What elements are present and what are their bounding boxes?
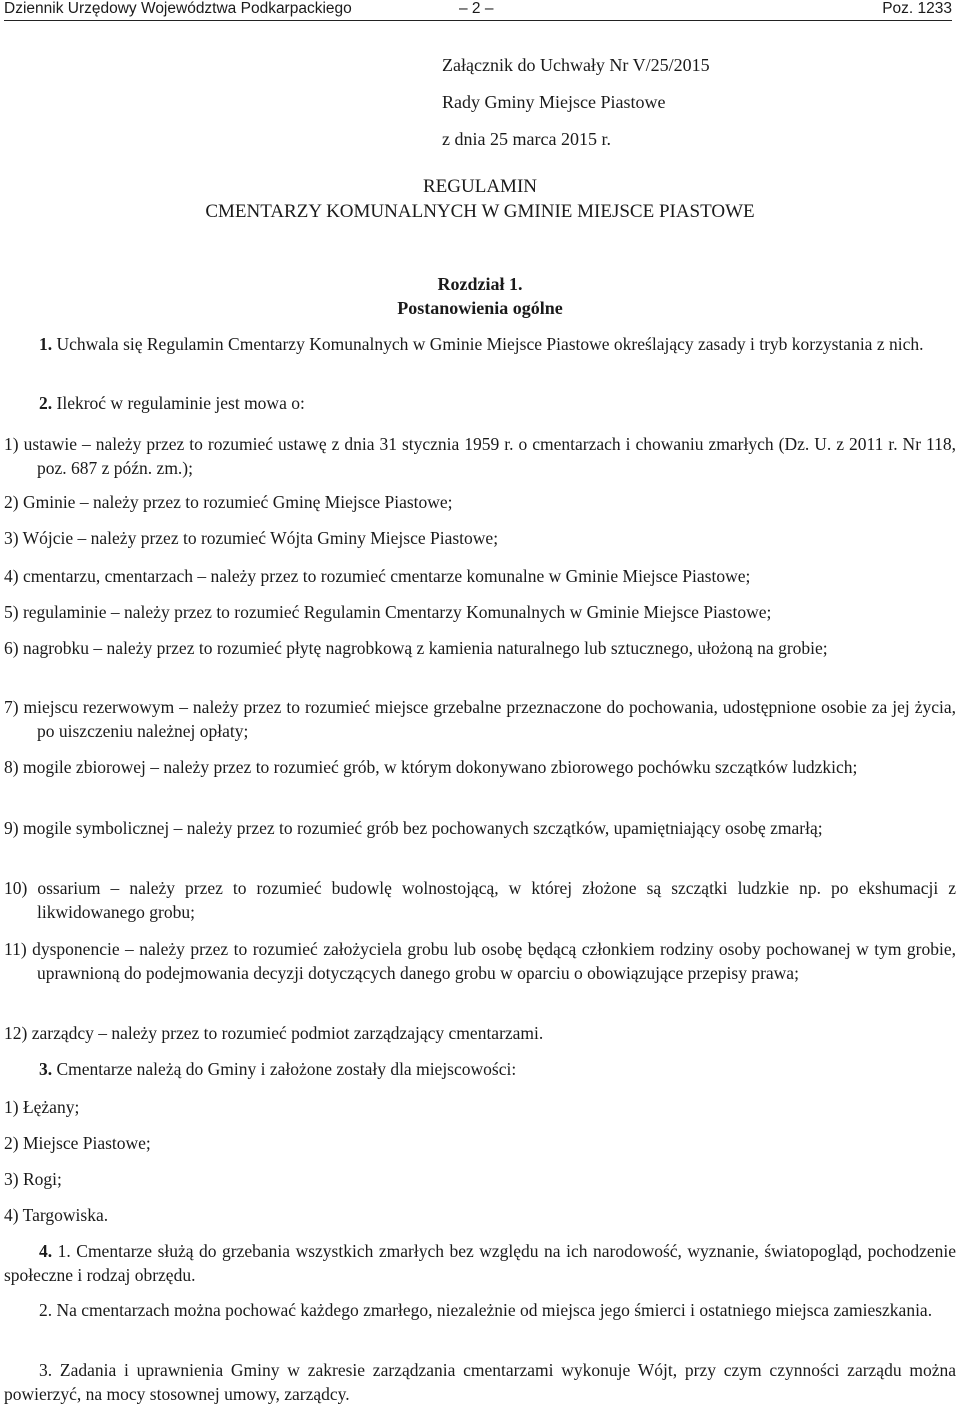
definition-item-5: 5) regulaminie – należy przez to rozumieć Regulamin Cmentarzy Komunalnych w Gminie Miejsce Piastowe; [4, 602, 772, 622]
definition-item-4: 4) cmentarzu, cmentarzach – należy przez to rozumieć cmentarze komunalne w Gminie Miejsce Piastowe; [4, 566, 751, 586]
definition-item-1: 1) ustawie – należy przez to rozumieć ustawę z dnia 31 stycznia 1959 r. o cmentarzach i chowaniu zmarłych (Dz. U. z 2011 r. Nr 118, poz. 687 z późn. zm.); [4, 434, 956, 478]
definition-item-9: 9) mogile symbolicznej – należy przez to rozumieć grób bez pochowanych szczątków, upamiętniający osobę zmarłą; [4, 818, 823, 838]
section-text: 1. Cmentarze służą do grzebania wszystkich zmarłych bez względu na ich narodowość, wyznanie, światopogląd, pochodzenie społeczne i rodzaj obrzędu. [4, 1241, 956, 1285]
section-2-intro [4, 391, 956, 415]
section-3-intro [4, 1057, 956, 1081]
page-header [4, 0, 952, 21]
definition-item-12: 12) zarządcy – należy przez to rozumieć podmiot zarządzający cmentarzami. [4, 1023, 544, 1043]
definition-item-11: 11) dysponencie – należy przez to rozumieć założyciela grobu lub osobę będącą członkiem rodziny osoby pochowanej w tym grobie, uprawnioną do podejmowania decyzji dotyczących danego grobu w oparciu o obowiązujące przepisy prawa; [4, 939, 956, 983]
definition-item-7: 7) miejscu rezerwowym – należy przez to rozumieć miejsce grzebalne przeznaczone do pochowania, udostępnione osobie za jej życia, po uiszczeniu należnej opłaty; [4, 697, 956, 741]
section-4-paragraph-3: 3. Zadania i uprawnienia Gminy w zakresie zarządzania cmentarzami wykonuje Wójt, przy czym czynności zarządu można powierzyć, na mocy stosownej umowy, zarządcy. [4, 1360, 956, 1404]
section-1 [4, 332, 956, 356]
location-item-2: 2) Miejsce Piastowe; [4, 1133, 151, 1153]
position-number: Poz. 1233 [882, 0, 952, 17]
section-4-paragraph-2: 2. Na cmentarzach można pochować każdego zmarłego, niezależnie od miejsca jego śmierci i ostatniego miejsca zamieszkania. [39, 1300, 933, 1320]
definition-item-2: 2) Gminie – należy przez to rozumieć Gminę Miejsce Piastowe; [4, 492, 453, 512]
annex-line-3: z dnia 25 marca 2015 r. [442, 129, 611, 149]
section-text: Ilekroć w regulaminie jest mowa o: [56, 393, 305, 413]
annex-line-1: Załącznik do Uchwały Nr V/25/2015 [442, 55, 710, 75]
location-item-1: 1) Łężany; [4, 1097, 80, 1117]
section-number: 4. [39, 1241, 53, 1261]
journal-name: Dziennik Urzędowy Województwa Podkarpackiego [4, 0, 352, 17]
section-number: 2. [39, 393, 53, 413]
section-number: 1. [39, 334, 53, 354]
chapter-number: Rozdział 1. [437, 274, 523, 294]
section-4-paragraph-1 [4, 1239, 956, 1287]
location-item-3: 3) Rogi; [4, 1169, 62, 1189]
document-title: REGULAMIN [423, 176, 537, 197]
document-subtitle: CMENTARZY KOMUNALNYCH W GMINIE MIEJSCE PIASTOWE [205, 201, 755, 222]
annex-line-2: Rady Gminy Miejsce Piastowe [442, 92, 666, 112]
section-text: Uchwala się Regulamin Cmentarzy Komunalnych w Gminie Miejsce Piastowe określający zasady i tryb korzystania z nich. [56, 334, 924, 354]
section-number: 3. [39, 1059, 53, 1079]
chapter-name: Postanowienia ogólne [397, 298, 563, 318]
definition-item-3: 3) Wójcie – należy przez to rozumieć Wójta Gminy Miejsce Piastowe; [4, 528, 499, 548]
definition-item-10: 10) ossarium – należy przez to rozumieć budowlę wolnostojącą, w której złożone są szczątki ludzkie np. po ekshumacji z likwidowanego grobu; [4, 878, 956, 922]
section-text: Cmentarze należą do Gminy i założone zostały dla miejscowości: [56, 1059, 517, 1079]
definition-item-6: 6) nagrobku – należy przez to rozumieć płytę nagrobkową z kamienia naturalnego lub sztucznego, ułożoną na grobie; [4, 638, 828, 658]
location-item-4: 4) Targowiska. [4, 1205, 109, 1225]
page-number: – 2 – [459, 0, 494, 17]
definition-item-8: 8) mogile zbiorowej – należy przez to rozumieć grób, w którym dokonywano zbiorowego pochówku szczątków ludzkich; [4, 757, 858, 777]
